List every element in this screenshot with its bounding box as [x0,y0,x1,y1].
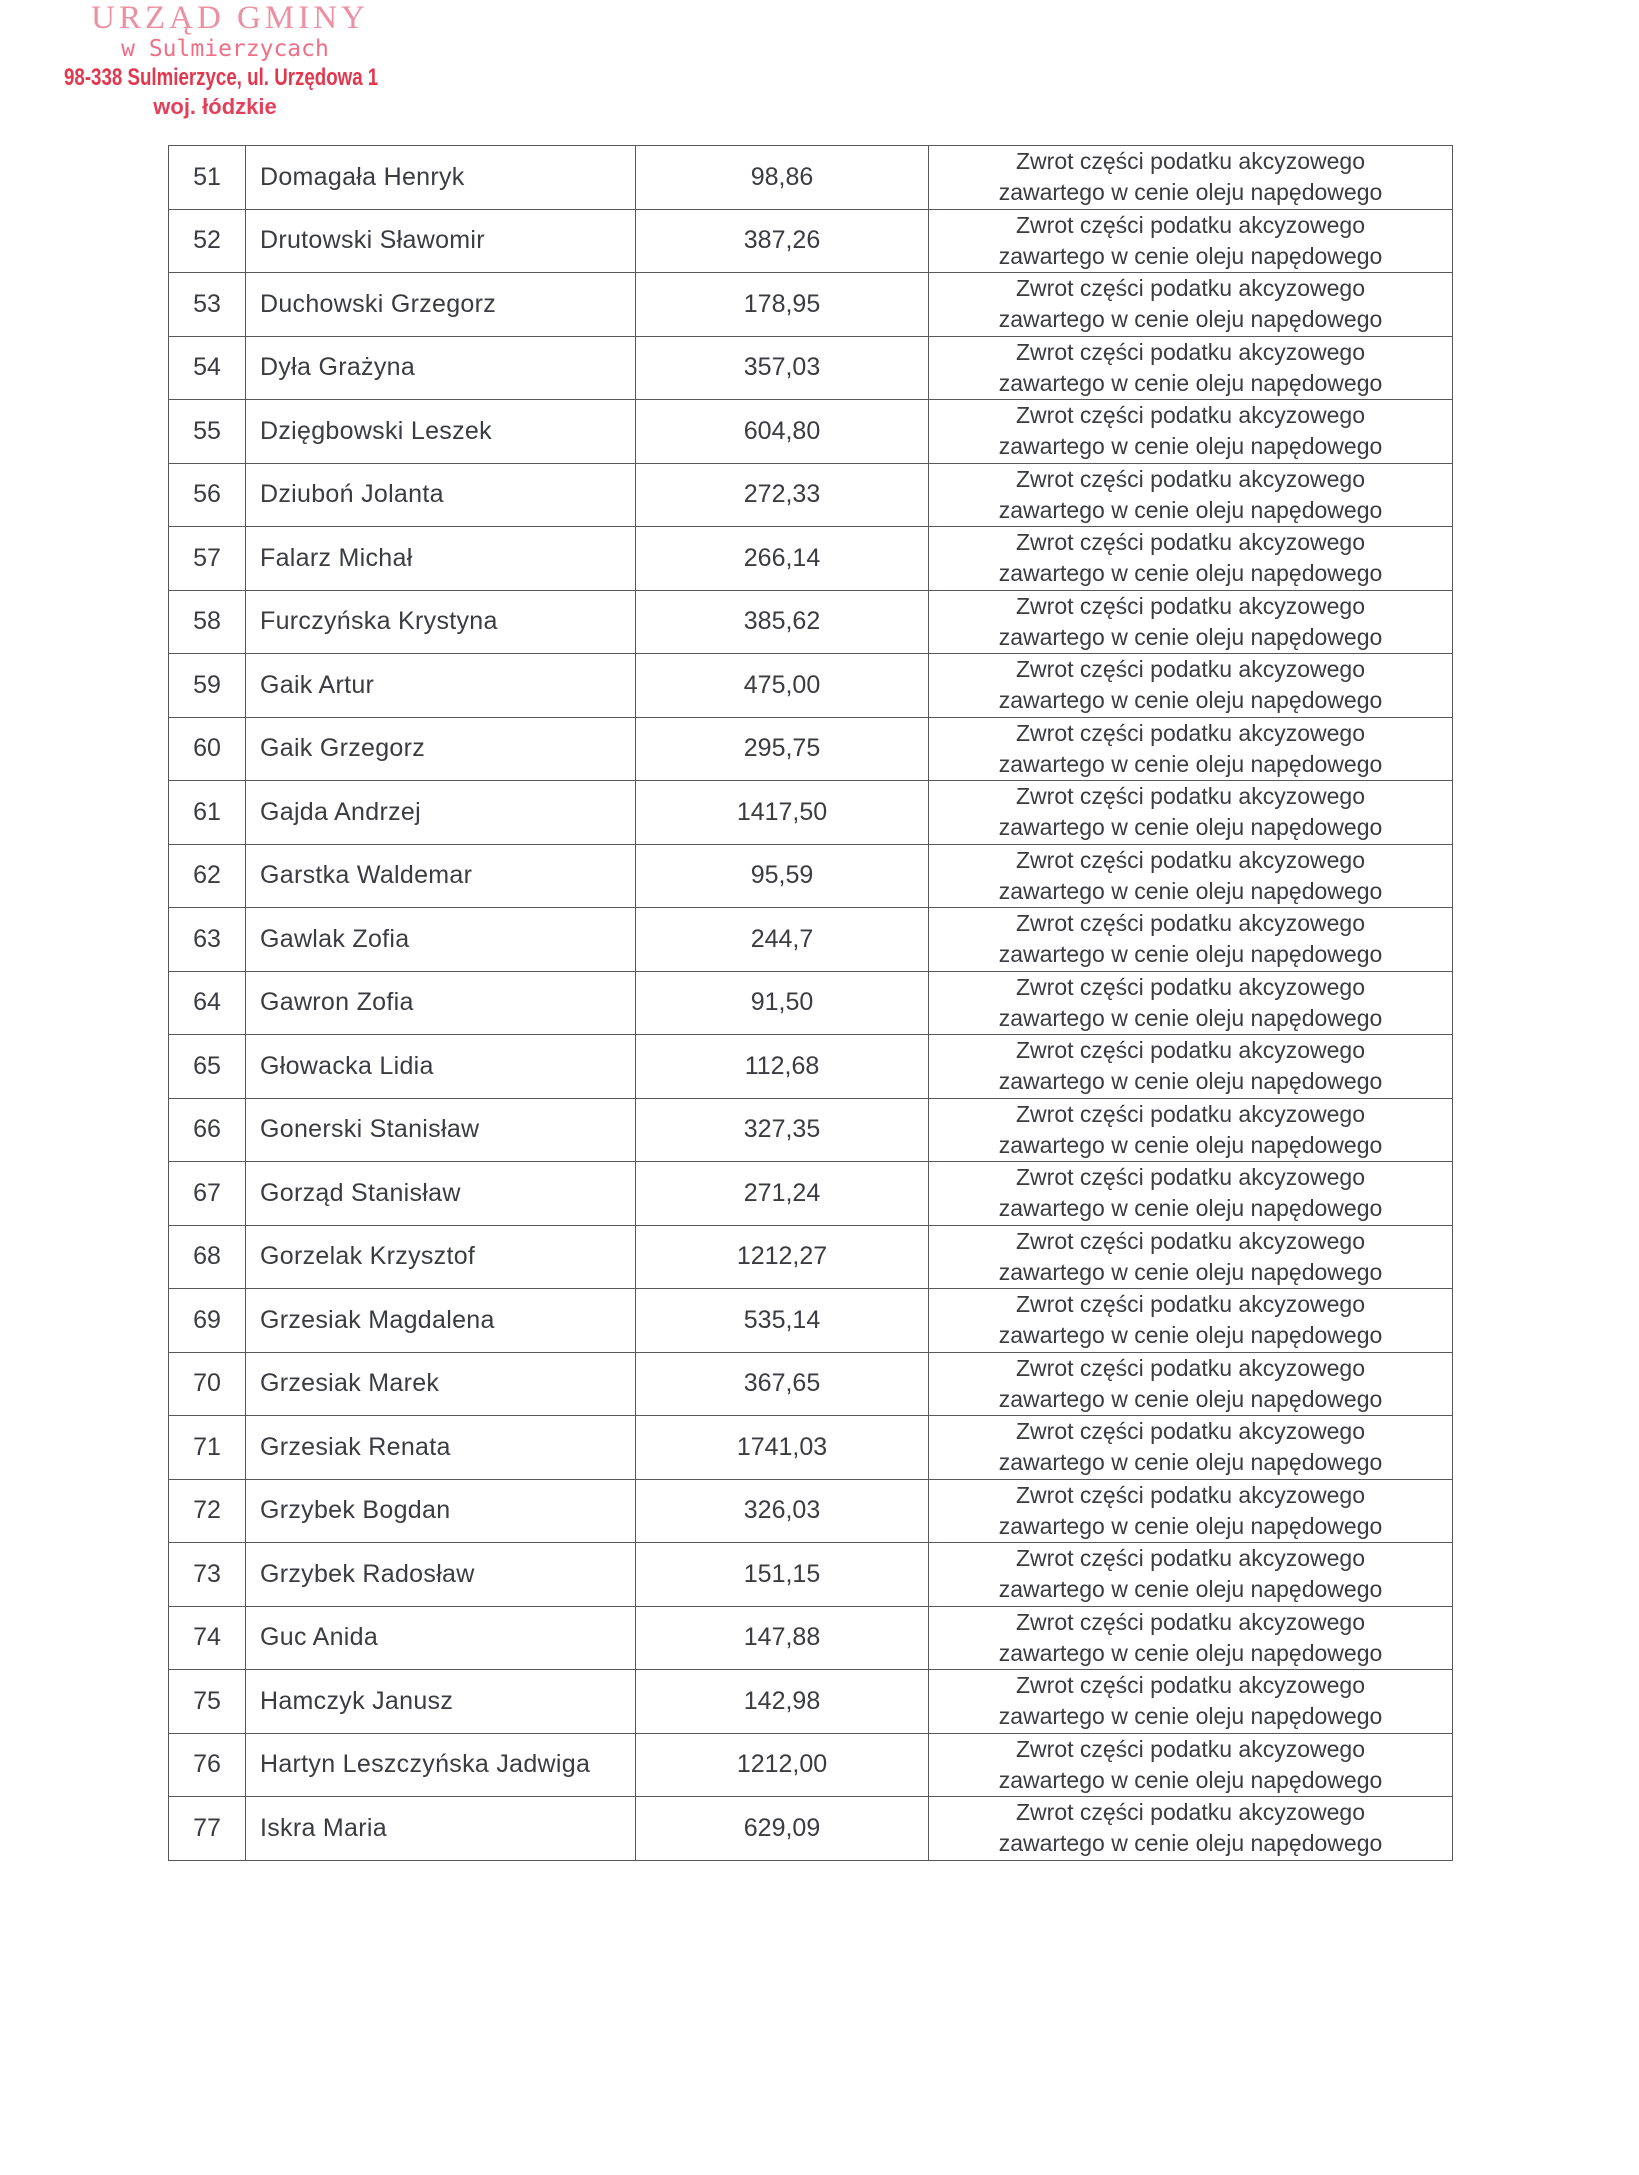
description-line-1: Zwrot części podatku akcyzowego [1016,529,1365,556]
description-line-2: zawartego w cenie oleju napędowego [998,1576,1383,1603]
description-line-1: Zwrot części podatku akcyzowego [1016,1481,1365,1508]
row-number: 70 [169,1352,246,1416]
stamp-municipality: w Sulmierzycach [121,36,329,62]
person-name: Gajda Andrzej [246,781,636,845]
description-line-1: Zwrot części podatku akcyzowego [1016,1799,1365,1826]
row-number: 66 [169,1098,246,1162]
refund-amount: 1417,50 [636,781,929,845]
table-row [169,844,1453,908]
row-number: 65 [169,1035,246,1099]
description-line-1: Zwrot części podatku akcyzowego [1016,973,1365,1000]
person-name: Głowacka Lidia [246,1035,636,1099]
description-line-2: zawartego w cenie oleju napędowego [998,877,1383,904]
description-line-2: zawartego w cenie oleju napędowego [998,1512,1383,1539]
table-row [169,908,1453,972]
person-name: Garstka Waldemar [246,844,636,908]
description-line-2: zawartego w cenie oleju napędowego [998,179,1383,206]
row-number: 61 [169,781,246,845]
description-line-1: Zwrot części podatku akcyzowego [1016,783,1365,810]
description-line-1: Zwrot części podatku akcyzowego [1016,1545,1365,1572]
table-row [169,781,1453,845]
refund-amount: 98,86 [636,146,929,210]
description-line-2: zawartego w cenie oleju napędowego [998,1322,1383,1349]
refund-description [929,1606,1453,1670]
description-line-1: Zwrot części podatku akcyzowego [1016,656,1365,683]
description-line-1: Zwrot części podatku akcyzowego [1016,1735,1365,1762]
description-line-2: zawartego w cenie oleju napędowego [998,1703,1383,1730]
office-stamp [50,2,420,118]
description-line-1: Zwrot części podatku akcyzowego [1016,1227,1365,1254]
refund-description [929,400,1453,464]
person-name: Gonerski Stanisław [246,1098,636,1162]
refund-description [929,463,1453,527]
description-line-2: zawartego w cenie oleju napędowego [998,560,1383,587]
refund-description [929,1162,1453,1226]
description-line-2: zawartego w cenie oleju napędowego [998,941,1383,968]
description-line-2: zawartego w cenie oleju napędowego [998,814,1383,841]
row-number: 77 [169,1797,246,1861]
description-line-1: Zwrot części podatku akcyzowego [1016,1100,1365,1127]
refund-amount: 151,15 [636,1543,929,1607]
person-name: Gorząd Stanisław [246,1162,636,1226]
refund-amount: 142,98 [636,1670,929,1734]
row-number: 73 [169,1543,246,1607]
description-line-1: Zwrot części podatku akcyzowego [1016,402,1365,429]
description-line-1: Zwrot części podatku akcyzowego [1016,1418,1365,1445]
description-line-1: Zwrot części podatku akcyzowego [1016,1354,1365,1381]
table-row [169,971,1453,1035]
refund-description [929,844,1453,908]
row-number: 57 [169,527,246,591]
refund-amount: 271,24 [636,1162,929,1226]
row-number: 63 [169,908,246,972]
description-line-1: Zwrot części podatku akcyzowego [1016,1672,1365,1699]
refund-amount: 327,35 [636,1098,929,1162]
description-line-1: Zwrot części podatku akcyzowego [1016,1164,1365,1191]
row-number: 62 [169,844,246,908]
table-row [169,209,1453,273]
refund-amount: 367,65 [636,1352,929,1416]
person-name: Falarz Michał [246,527,636,591]
description-line-2: zawartego w cenie oleju napędowego [998,1766,1383,1793]
row-number: 60 [169,717,246,781]
table-row [169,1606,1453,1670]
table-row [169,1352,1453,1416]
person-name: Grzybek Bogdan [246,1479,636,1543]
description-line-2: zawartego w cenie oleju napędowego [998,687,1383,714]
table-row [169,717,1453,781]
table-row [169,146,1453,210]
refund-amount: 147,88 [636,1606,929,1670]
person-name: Grzesiak Renata [246,1416,636,1480]
table-row [169,527,1453,591]
description-line-2: zawartego w cenie oleju napędowego [998,1639,1383,1666]
refund-description [929,781,1453,845]
refund-description [929,336,1453,400]
stamp-voivodeship: woj. łódzkie [153,94,277,119]
table-row [169,1797,1453,1861]
table-row [169,1225,1453,1289]
refund-description [929,1543,1453,1607]
refund-description [929,1035,1453,1099]
refund-amount: 1741,03 [636,1416,929,1480]
refund-description [929,908,1453,972]
description-line-2: zawartego w cenie oleju napędowego [998,1830,1383,1857]
person-name: Dyła Grażyna [246,336,636,400]
person-name: Grzybek Radosław [246,1543,636,1607]
refund-description [929,527,1453,591]
refund-amount: 387,26 [636,209,929,273]
table-row [169,1035,1453,1099]
person-name: Drutowski Sławomir [246,209,636,273]
row-number: 76 [169,1733,246,1797]
table-row [169,1479,1453,1543]
row-number: 55 [169,400,246,464]
row-number: 67 [169,1162,246,1226]
person-name: Duchowski Grzegorz [246,273,636,337]
refund-amount: 535,14 [636,1289,929,1353]
table-row [169,590,1453,654]
person-name: Hartyn Leszczyńska Jadwiga [246,1733,636,1797]
description-line-2: zawartego w cenie oleju napędowego [998,433,1383,460]
row-number: 64 [169,971,246,1035]
person-name: Dziuboń Jolanta [246,463,636,527]
refund-description [929,1225,1453,1289]
description-line-1: Zwrot części podatku akcyzowego [1016,1291,1365,1318]
row-number: 68 [169,1225,246,1289]
refund-amount: 1212,27 [636,1225,929,1289]
description-line-2: zawartego w cenie oleju napędowego [998,1004,1383,1031]
table-row [169,1162,1453,1226]
refund-table [168,145,1453,1861]
description-line-1: Zwrot części podatku akcyzowego [1016,719,1365,746]
refund-amount: 178,95 [636,273,929,337]
description-line-1: Zwrot części podatku akcyzowego [1016,275,1365,302]
refund-amount: 266,14 [636,527,929,591]
refund-amount: 475,00 [636,654,929,718]
person-name: Hamczyk Janusz [246,1670,636,1734]
description-line-2: zawartego w cenie oleju napędowego [998,1131,1383,1158]
stamp-address: 98-338 Sulmierzyce, ul. Urzędowa 1 [64,64,379,91]
refund-table-body [169,146,1453,1861]
refund-amount: 91,50 [636,971,929,1035]
row-number: 71 [169,1416,246,1480]
description-line-2: zawartego w cenie oleju napędowego [998,623,1383,650]
row-number: 53 [169,273,246,337]
description-line-1: Zwrot części podatku akcyzowego [1016,465,1365,492]
row-number: 54 [169,336,246,400]
refund-amount: 1212,00 [636,1733,929,1797]
person-name: Domagała Henryk [246,146,636,210]
row-number: 58 [169,590,246,654]
person-name: Dzięgbowski Leszek [246,400,636,464]
description-line-1: Zwrot części podatku akcyzowego [1016,1608,1365,1635]
refund-amount: 295,75 [636,717,929,781]
refund-amount: 244,7 [636,908,929,972]
table-row [169,1670,1453,1734]
refund-description [929,717,1453,781]
description-line-2: zawartego w cenie oleju napędowego [998,369,1383,396]
row-number: 74 [169,1606,246,1670]
table-row [169,654,1453,718]
refund-description [929,1797,1453,1861]
table-row [169,336,1453,400]
person-name: Gawron Zofia [246,971,636,1035]
refund-description [929,1733,1453,1797]
refund-description [929,1098,1453,1162]
description-line-2: zawartego w cenie oleju napędowego [998,306,1383,333]
description-line-2: zawartego w cenie oleju napędowego [998,242,1383,269]
description-line-1: Zwrot części podatku akcyzowego [1016,846,1365,873]
description-line-1: Zwrot części podatku akcyzowego [1016,338,1365,365]
description-line-1: Zwrot części podatku akcyzowego [1016,910,1365,937]
table-row [169,273,1453,337]
person-name: Gaik Grzegorz [246,717,636,781]
description-line-2: zawartego w cenie oleju napędowego [998,750,1383,777]
person-name: Iskra Maria [246,1797,636,1861]
description-line-2: zawartego w cenie oleju napędowego [998,1385,1383,1412]
description-line-2: zawartego w cenie oleju napędowego [998,1258,1383,1285]
table-row [169,463,1453,527]
person-name: Grzesiak Magdalena [246,1289,636,1353]
table-row [169,1543,1453,1607]
refund-description [929,1352,1453,1416]
refund-description [929,1289,1453,1353]
refund-description [929,146,1453,210]
refund-description [929,209,1453,273]
refund-amount: 357,03 [636,336,929,400]
table-row [169,1416,1453,1480]
row-number: 69 [169,1289,246,1353]
stamp-office-name: URZĄD GMINY [91,0,369,36]
description-line-2: zawartego w cenie oleju napędowego [998,1449,1383,1476]
refund-amount: 95,59 [636,844,929,908]
person-name: Gaik Artur [246,654,636,718]
table-row [169,1289,1453,1353]
refund-description [929,1416,1453,1480]
table-row [169,1733,1453,1797]
row-number: 59 [169,654,246,718]
refund-amount: 326,03 [636,1479,929,1543]
description-line-1: Zwrot części podatku akcyzowego [1016,592,1365,619]
table-row [169,400,1453,464]
person-name: Furczyńska Krystyna [246,590,636,654]
person-name: Gorzelak Krzysztof [246,1225,636,1289]
refund-description [929,590,1453,654]
description-line-1: Zwrot części podatku akcyzowego [1016,1037,1365,1064]
description-line-1: Zwrot części podatku akcyzowego [1016,148,1365,175]
description-line-2: zawartego w cenie oleju napędowego [998,1195,1383,1222]
refund-amount: 112,68 [636,1035,929,1099]
refund-amount: 385,62 [636,590,929,654]
description-line-2: zawartego w cenie oleju napędowego [998,1068,1383,1095]
refund-description [929,971,1453,1035]
refund-description [929,654,1453,718]
row-number: 51 [169,146,246,210]
table-row [169,1098,1453,1162]
refund-amount: 629,09 [636,1797,929,1861]
refund-amount: 604,80 [636,400,929,464]
description-line-2: zawartego w cenie oleju napędowego [998,496,1383,523]
refund-description [929,273,1453,337]
row-number: 75 [169,1670,246,1734]
person-name: Grzesiak Marek [246,1352,636,1416]
row-number: 56 [169,463,246,527]
refund-amount: 272,33 [636,463,929,527]
person-name: Guc Anida [246,1606,636,1670]
person-name: Gawlak Zofia [246,908,636,972]
refund-description [929,1479,1453,1543]
refund-description [929,1670,1453,1734]
row-number: 52 [169,209,246,273]
description-line-1: Zwrot części podatku akcyzowego [1016,211,1365,238]
row-number: 72 [169,1479,246,1543]
